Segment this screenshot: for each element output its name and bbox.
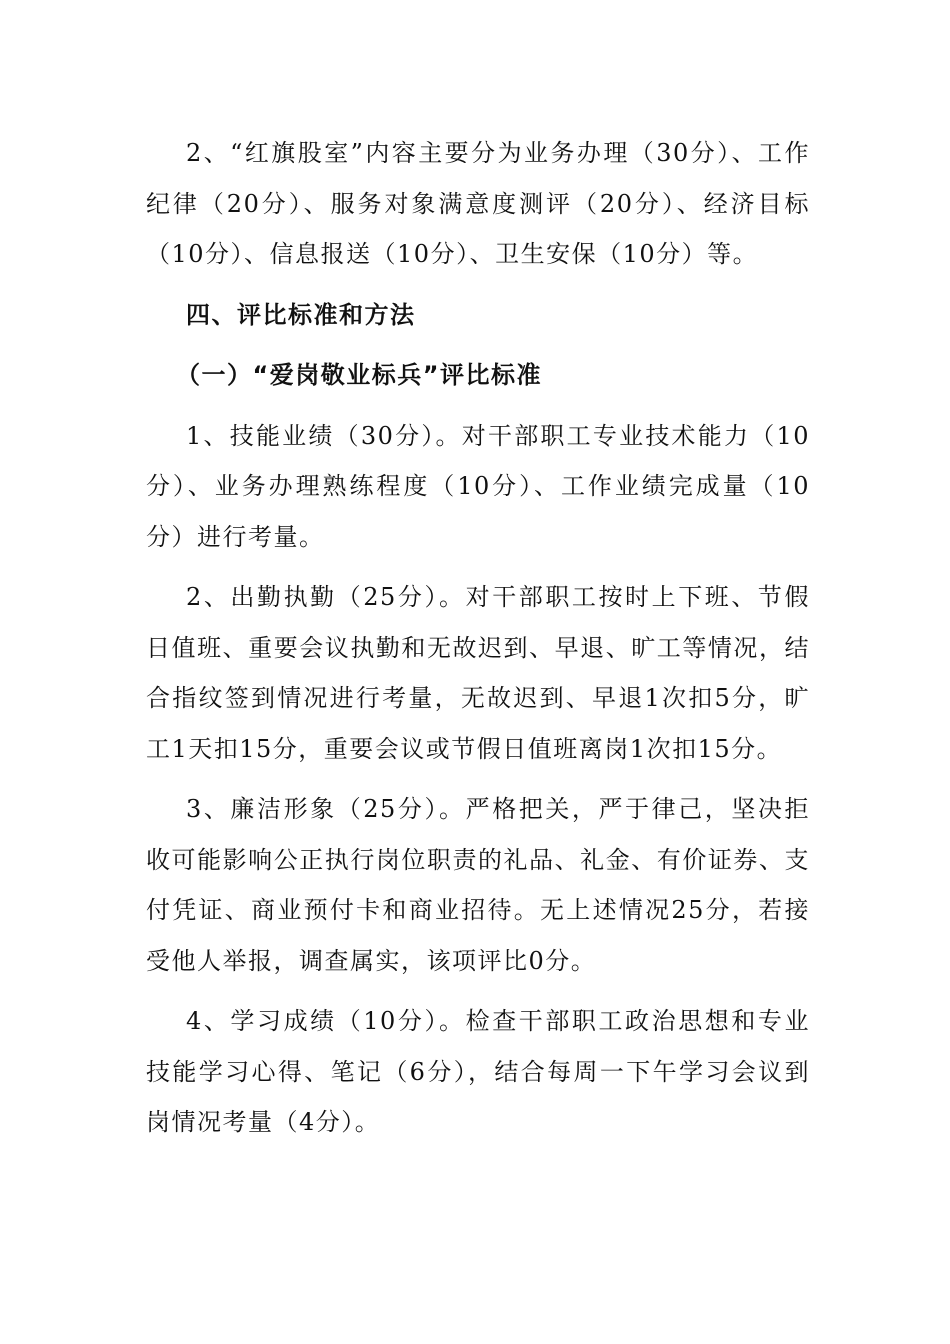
- paragraph-red-flag-content: 2、“红旗股室”内容主要分为业务办理（30分）、工作纪律（20分）、服务对象满意度测评（20分）、经济目标（10分）、信息报送（10分）、卫生安保（10分）等。: [146, 139, 810, 268]
- paragraph-skill-performance: 1、技能业绩（30分）。对干部职工专业技术能力（10分）、业务办理熟练程度（10分）、工作业绩完成量（10分）进行考量。: [146, 421, 810, 551]
- paragraph-attendance: 2、出勤执勤（25分）。对干部职工按时上下班、节假日值班、重要会议执勤和无故迟到、早退、旷工等情况，结合指纹签到情况进行考量，无故迟到、早退1次扣5分，旷工1天扣15分，重要会议或节假日值班离岗1次扣15分。: [146, 583, 810, 763]
- section-heading-evaluation-standards: 四、评比标准和方法: [186, 300, 416, 329]
- subsection-heading-model-worker-standards: （一）“爱岗敬业标兵”评比标准: [176, 361, 543, 389]
- paragraph-integrity: 3、廉洁形象（25分）。严格把关，严于律己，坚决拒收可能影响公正执行岗位职责的礼品、礼金、有价证券、支付凭证、商业预付卡和商业招待。无上述情况25分，若接受他人举报，调查属实，该项评比0分。: [146, 795, 810, 975]
- paragraph-study-results: 4、学习成绩（10分）。检查干部职工政治思想和专业技能学习心得、笔记（6分），结合每周一下午学习会议到岗情况考量（4分）。: [146, 1007, 810, 1136]
- document-body: [146, 128, 810, 1148]
